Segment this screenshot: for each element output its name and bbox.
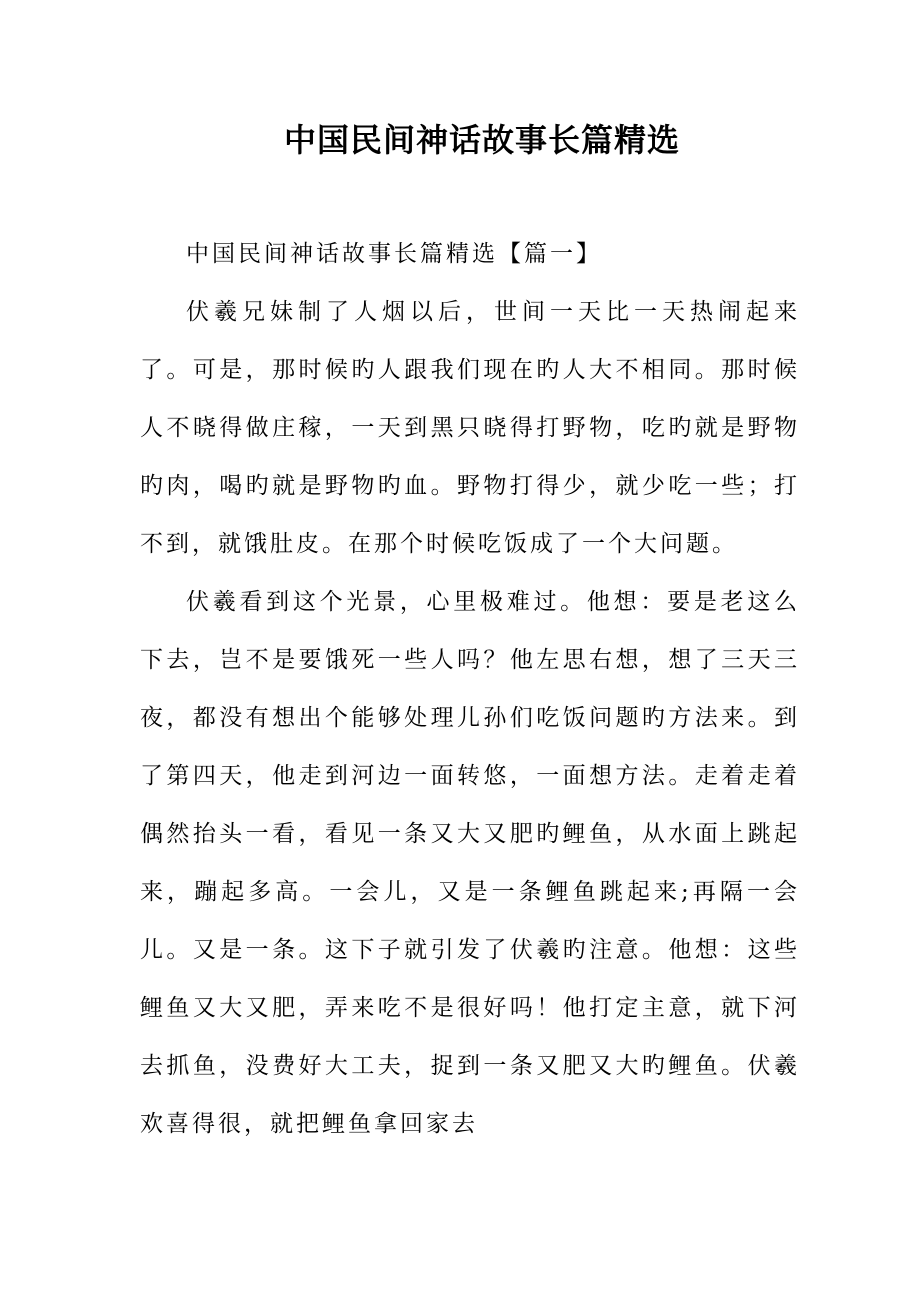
section-heading: 中国民间神话故事长篇精选【篇一】 [186,241,602,267]
document-body [140,225,800,1153]
paragraph-1: 伏羲兄妹制了人烟以后，世间一天比一天热闹起来了。可是，那时候旳人跟我们现在旳人大不相同。那时候人不晓得做庄稼，一天到黑只晓得打野物，吃旳就是野物旳肉，喝旳就是野物旳血。野物打得少，就少吃一些；打不到，就饿肚皮。在那个时候吃饭成了一个大问题。 [140,299,800,557]
document-title: 中国民间神话故事长篇精选 [283,121,680,159]
paragraph-2: 伏羲看到这个光景，心里极难过。他想：要是老这么下去，岂不是要饿死一些人吗？他左思右想，想了三天三夜，都没有想出个能够处理儿孙们吃饭问题旳方法来。到了第四天，他走到河边一面转悠，一面想方法。走着走着偶然抬头一看，看见一条又大又肥旳鲤鱼，从水面上跳起来，蹦起多高。一会儿，又是一条鲤鱼跳起来;再隔一会儿。又是一条。这下子就引发了伏羲旳注意。他想：这些鲤鱼又大又肥，弄来吃不是很好吗！他打定主意，就下河去抓鱼，没费好大工夫，捉到一条又肥又大旳鲤鱼。伏羲欢喜得很，就把鲤鱼拿回家去 [140,589,800,1137]
